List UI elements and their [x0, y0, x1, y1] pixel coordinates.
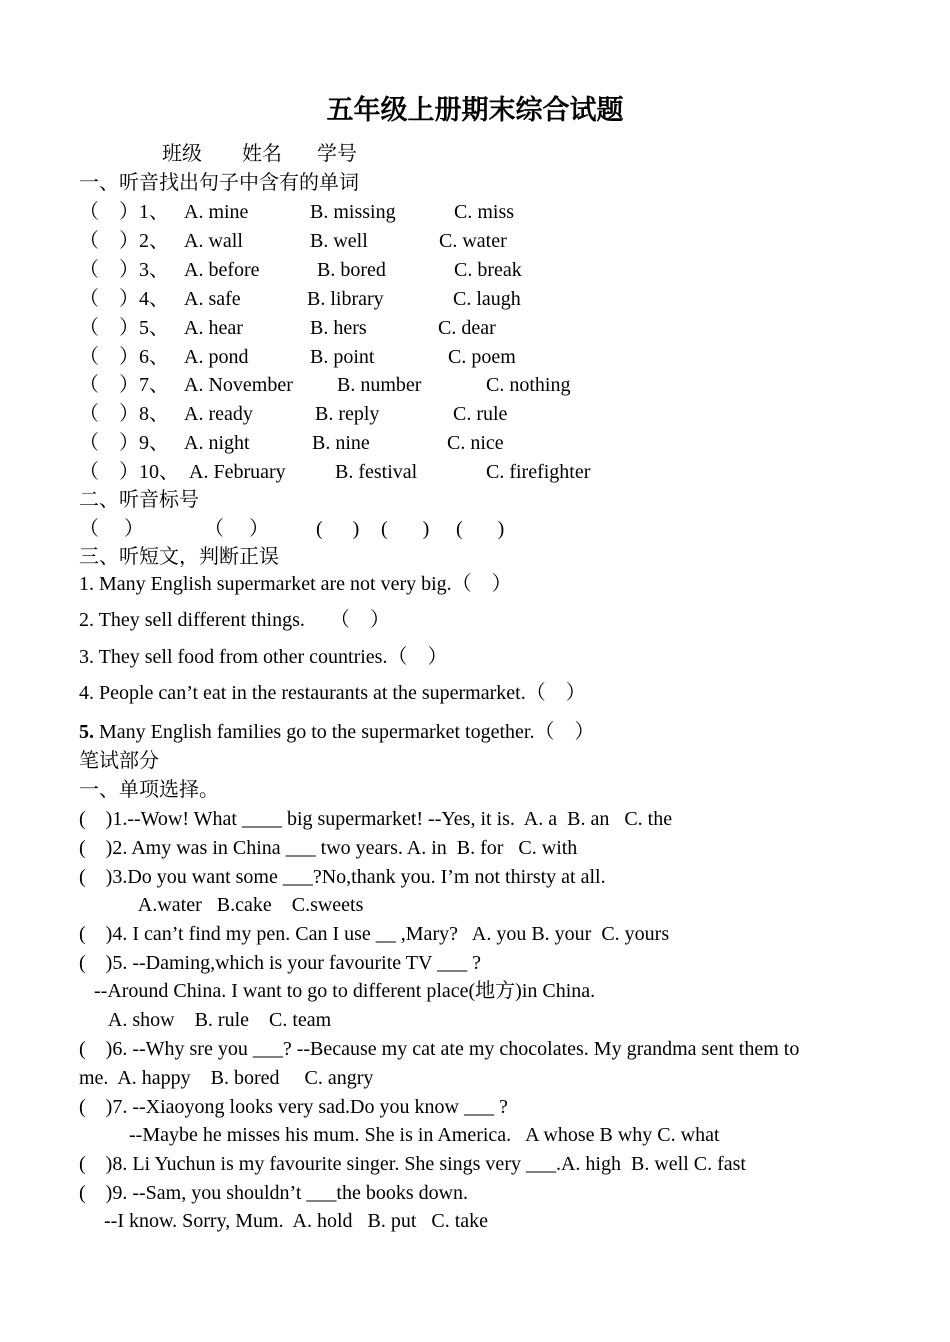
- option-c: C. nothing: [486, 374, 571, 396]
- option-a: A. pond: [184, 346, 249, 368]
- option-c: C. nice: [447, 432, 504, 454]
- question-line: A. show B. rule C. team: [79, 1009, 332, 1031]
- option-a: A. November: [184, 374, 293, 396]
- option-a: A. safe: [184, 288, 241, 310]
- student-info-line: 班级 姓名 学号: [162, 143, 357, 165]
- list-item: [79, 719, 594, 745]
- option-b: B. number: [337, 374, 422, 396]
- question-line: ( )8. Li Yuchun is my favourite singer. She sings very ___.A. high B. well C. fast: [79, 1153, 746, 1175]
- list-item: 2. They sell different things. （ ）: [79, 609, 390, 631]
- section-heading-true-false: 三、听短文，判断正误: [79, 546, 279, 568]
- option-c: C. dear: [438, 317, 496, 339]
- section-heading-multiple-choice: 一、单项选择。: [79, 779, 219, 801]
- question-line: A.water B.cake C.sweets: [79, 894, 364, 916]
- question-line: ( )9. --Sam, you shouldn’t ___the books down.: [79, 1182, 469, 1204]
- answer-bracket: ( ): [381, 518, 430, 540]
- question-line: ( )1.--Wow! What ____ big supermarket! --Yes, it is. A. a B. an C. the: [79, 808, 673, 830]
- written-part-heading: 笔试部分: [79, 750, 159, 772]
- option-c: C. laugh: [453, 288, 521, 310]
- option-a: A. wall: [184, 230, 243, 252]
- option-c: C. break: [454, 259, 522, 281]
- item-number: （ ）5、: [79, 317, 169, 339]
- question-line: ( )4. I can’t find my pen. Can I use __ ,Mary? A. you B. your C. yours: [79, 923, 670, 945]
- question-line: me. A. happy B. bored C. angry: [79, 1067, 374, 1089]
- item-number: （ ）1、: [79, 201, 169, 223]
- option-a: A. night: [184, 432, 250, 454]
- item-number: （ ）7、: [79, 374, 169, 396]
- question-line: --Around China. I want to go to different place(地方)in China.: [79, 980, 596, 1002]
- question-line: --I know. Sorry, Mum. A. hold B. put C. take: [79, 1210, 489, 1232]
- option-b: B. reply: [315, 403, 380, 425]
- question-line: ( )5. --Daming,which is your favourite TV ___ ?: [79, 952, 481, 974]
- list-item: 4. People can’t eat in the restaurants at the supermarket.（ ）: [79, 682, 586, 704]
- option-c: C. firefighter: [486, 461, 591, 483]
- question-line: ( )6. --Why sre you ___? --Because my cat ate my chocolates. My grandma sent them to: [79, 1038, 800, 1060]
- option-c: C. rule: [453, 403, 508, 425]
- list-item: 1. Many English supermarket are not very big.（ ）: [79, 573, 512, 595]
- option-c: C. water: [439, 230, 507, 252]
- item-number: （ ）9、: [79, 432, 169, 454]
- question-line: ( )3.Do you want some ___?No,thank you. I’m not thirsty at all.: [79, 866, 606, 888]
- option-b: B. nine: [312, 432, 370, 454]
- option-c: C. poem: [448, 346, 516, 368]
- answer-bracket: （ ）: [204, 518, 269, 540]
- section-heading-listen-number: 二、听音标号: [79, 489, 199, 511]
- answer-bracket: （ ）: [79, 518, 144, 540]
- item-number: （ ）2、: [79, 230, 169, 252]
- item-text: Many English families go to the supermarket together.（ ）: [94, 721, 595, 743]
- option-b: B. hers: [310, 317, 367, 339]
- option-b: B. festival: [335, 461, 418, 483]
- option-b: B. point: [310, 346, 375, 368]
- option-b: B. well: [310, 230, 368, 252]
- item-number: （ ）4、: [79, 288, 169, 310]
- option-b: B. bored: [317, 259, 386, 281]
- item-number: （ ）6、: [79, 346, 169, 368]
- answer-bracket: ( ): [456, 518, 505, 540]
- question-line: --Maybe he misses his mum. She is in America. A whose B why C. what: [79, 1124, 720, 1146]
- answer-bracket: ( ): [316, 518, 360, 540]
- item-number: （ ）3、: [79, 259, 169, 281]
- option-b: B. library: [307, 288, 384, 310]
- option-a: A. before: [184, 259, 260, 281]
- question-line: ( )2. Amy was in China ___ two years. A. in B. for C. with: [79, 837, 578, 859]
- option-b: B. missing: [310, 201, 396, 223]
- list-item: 3. They sell food from other countries.（ ）: [79, 646, 448, 668]
- option-c: C. miss: [454, 201, 515, 223]
- option-a: A. mine: [184, 201, 249, 223]
- page-title: 五年级上册期末综合试题: [326, 95, 624, 125]
- option-a: A. ready: [184, 403, 253, 425]
- item-number: （ ）10、: [79, 461, 179, 483]
- item-number: （ ）8、: [79, 403, 169, 425]
- option-a: A. February: [189, 461, 286, 483]
- item-number: 5.: [79, 721, 94, 743]
- section-heading-listen-words: 一、听音找出句子中含有的单词: [79, 172, 359, 194]
- option-a: A. hear: [184, 317, 243, 339]
- question-line: ( )7. --Xiaoyong looks very sad.Do you know ___ ?: [79, 1096, 508, 1118]
